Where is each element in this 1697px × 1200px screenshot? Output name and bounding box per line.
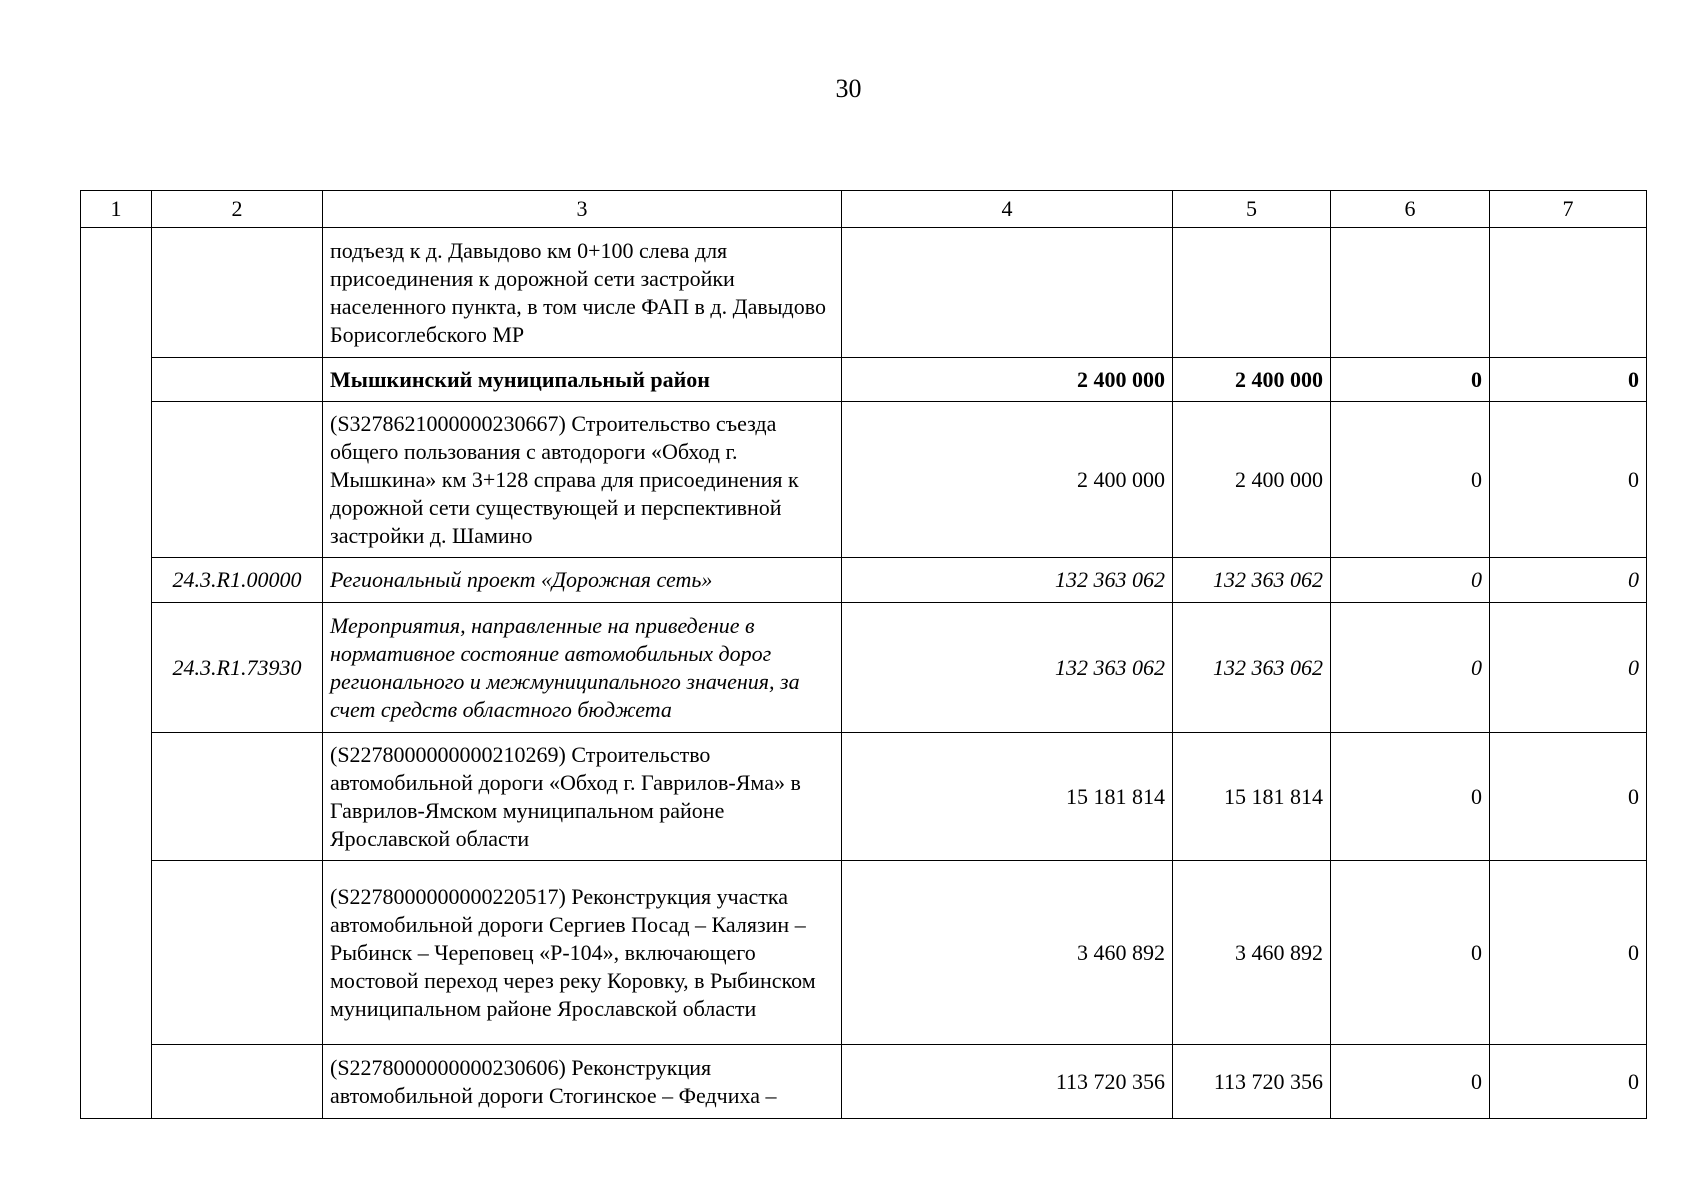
name-cell: (S2278000000000210269) Строительство автомобильной дороги «Обход г. Гаврилов-Яма» в Гаврилов-Ямском муниципальном районе Ярославской области	[323, 733, 842, 861]
value-col-6: 0	[1331, 358, 1490, 402]
value-col-7: 0	[1490, 402, 1647, 558]
table-row	[81, 358, 1647, 402]
value-col-7: 0	[1490, 558, 1647, 603]
name-cell: Мышкинский муниципальный район	[323, 358, 842, 402]
value-col-4: 132 363 062	[842, 558, 1173, 603]
code-cell	[152, 402, 323, 558]
name-cell: Региональный проект «Дорожная сеть»	[323, 558, 842, 603]
header-col-1: 1	[81, 191, 152, 228]
table-row	[81, 603, 1647, 733]
code-cell	[152, 1045, 323, 1119]
table-row	[81, 861, 1647, 1045]
value-col-5: 15 181 814	[1173, 733, 1331, 861]
value-col-7: 0	[1490, 733, 1647, 861]
value-col-4: 113 720 356	[842, 1045, 1173, 1119]
value-col-7	[1490, 228, 1647, 358]
value-col-6: 0	[1331, 603, 1490, 733]
value-col-7: 0	[1490, 358, 1647, 402]
value-col-6: 0	[1331, 1045, 1490, 1119]
name-cell: (S2278000000000230606) Реконструкция автомобильной дороги Стогинское – Федчиха –	[323, 1045, 842, 1119]
header-col-3: 3	[323, 191, 842, 228]
value-col-4	[842, 228, 1173, 358]
header-col-5: 5	[1173, 191, 1331, 228]
value-col-4: 2 400 000	[842, 402, 1173, 558]
table-row	[81, 1045, 1647, 1119]
value-col-4: 132 363 062	[842, 603, 1173, 733]
header-col-6: 6	[1331, 191, 1490, 228]
value-col-6: 0	[1331, 402, 1490, 558]
value-col-5: 2 400 000	[1173, 402, 1331, 558]
name-cell: Мероприятия, направленные на приведение в нормативное состояние автомобильных дорог регионального и межмуниципального значения, за счет средств областного бюджета	[323, 603, 842, 733]
table-row	[81, 228, 1647, 358]
name-cell: (S327862100000023​0667) Строительство съезда общего пользования с автодороги «Обход г. Мышкина» км 3+128 справа для присоединения к дорожной сети существующей и перспективной застройки д. Шамино	[323, 402, 842, 558]
value-col-5: 113 720 356	[1173, 1045, 1331, 1119]
header-col-2: 2	[152, 191, 323, 228]
value-col-5: 132 363 062	[1173, 558, 1331, 603]
table-row	[81, 558, 1647, 603]
value-col-4: 2 400 000	[842, 358, 1173, 402]
value-col-5: 3 460 892	[1173, 861, 1331, 1045]
header-col-7: 7	[1490, 191, 1647, 228]
value-col-7: 0	[1490, 603, 1647, 733]
header-row	[81, 191, 1647, 228]
header-col-4: 4	[842, 191, 1173, 228]
code-cell	[152, 733, 323, 861]
name-cell: (S2278000000000220517) Реконструкция участка автомобильной дороги Сергиев Посад – Калязин – Рыбинск – Череповец «Р-104», включающего мостовой переход через реку Коровку, в Рыбинском муниципальном районе Ярославской области	[323, 861, 842, 1045]
value-col-7: 0	[1490, 1045, 1647, 1119]
value-col-6	[1331, 228, 1490, 358]
code-cell	[152, 228, 323, 358]
row-number-cell	[81, 228, 152, 1119]
name-cell: подъезд к д. Давыдово км 0+100 слева для присоединения к дорожной сети застройки населенного пункта, в том числе ФАП в д. Давыдово Борисоглебского МР	[323, 228, 842, 358]
value-col-4: 3 460 892	[842, 861, 1173, 1045]
value-col-6: 0	[1331, 861, 1490, 1045]
value-col-5	[1173, 228, 1331, 358]
value-col-6: 0	[1331, 733, 1490, 861]
value-col-5: 132 363 062	[1173, 603, 1331, 733]
code-cell: 24.3.R1.73930	[152, 603, 323, 733]
code-cell	[152, 358, 323, 402]
page-number: 30	[835, 74, 862, 103]
budget-table	[80, 190, 1647, 1119]
code-cell	[152, 861, 323, 1045]
value-col-5: 2 400 000	[1173, 358, 1331, 402]
value-col-7: 0	[1490, 861, 1647, 1045]
table-row	[81, 733, 1647, 861]
table-row	[81, 402, 1647, 558]
value-col-6: 0	[1331, 558, 1490, 603]
code-cell: 24.3.R1.00000	[152, 558, 323, 603]
value-col-4: 15 181 814	[842, 733, 1173, 861]
